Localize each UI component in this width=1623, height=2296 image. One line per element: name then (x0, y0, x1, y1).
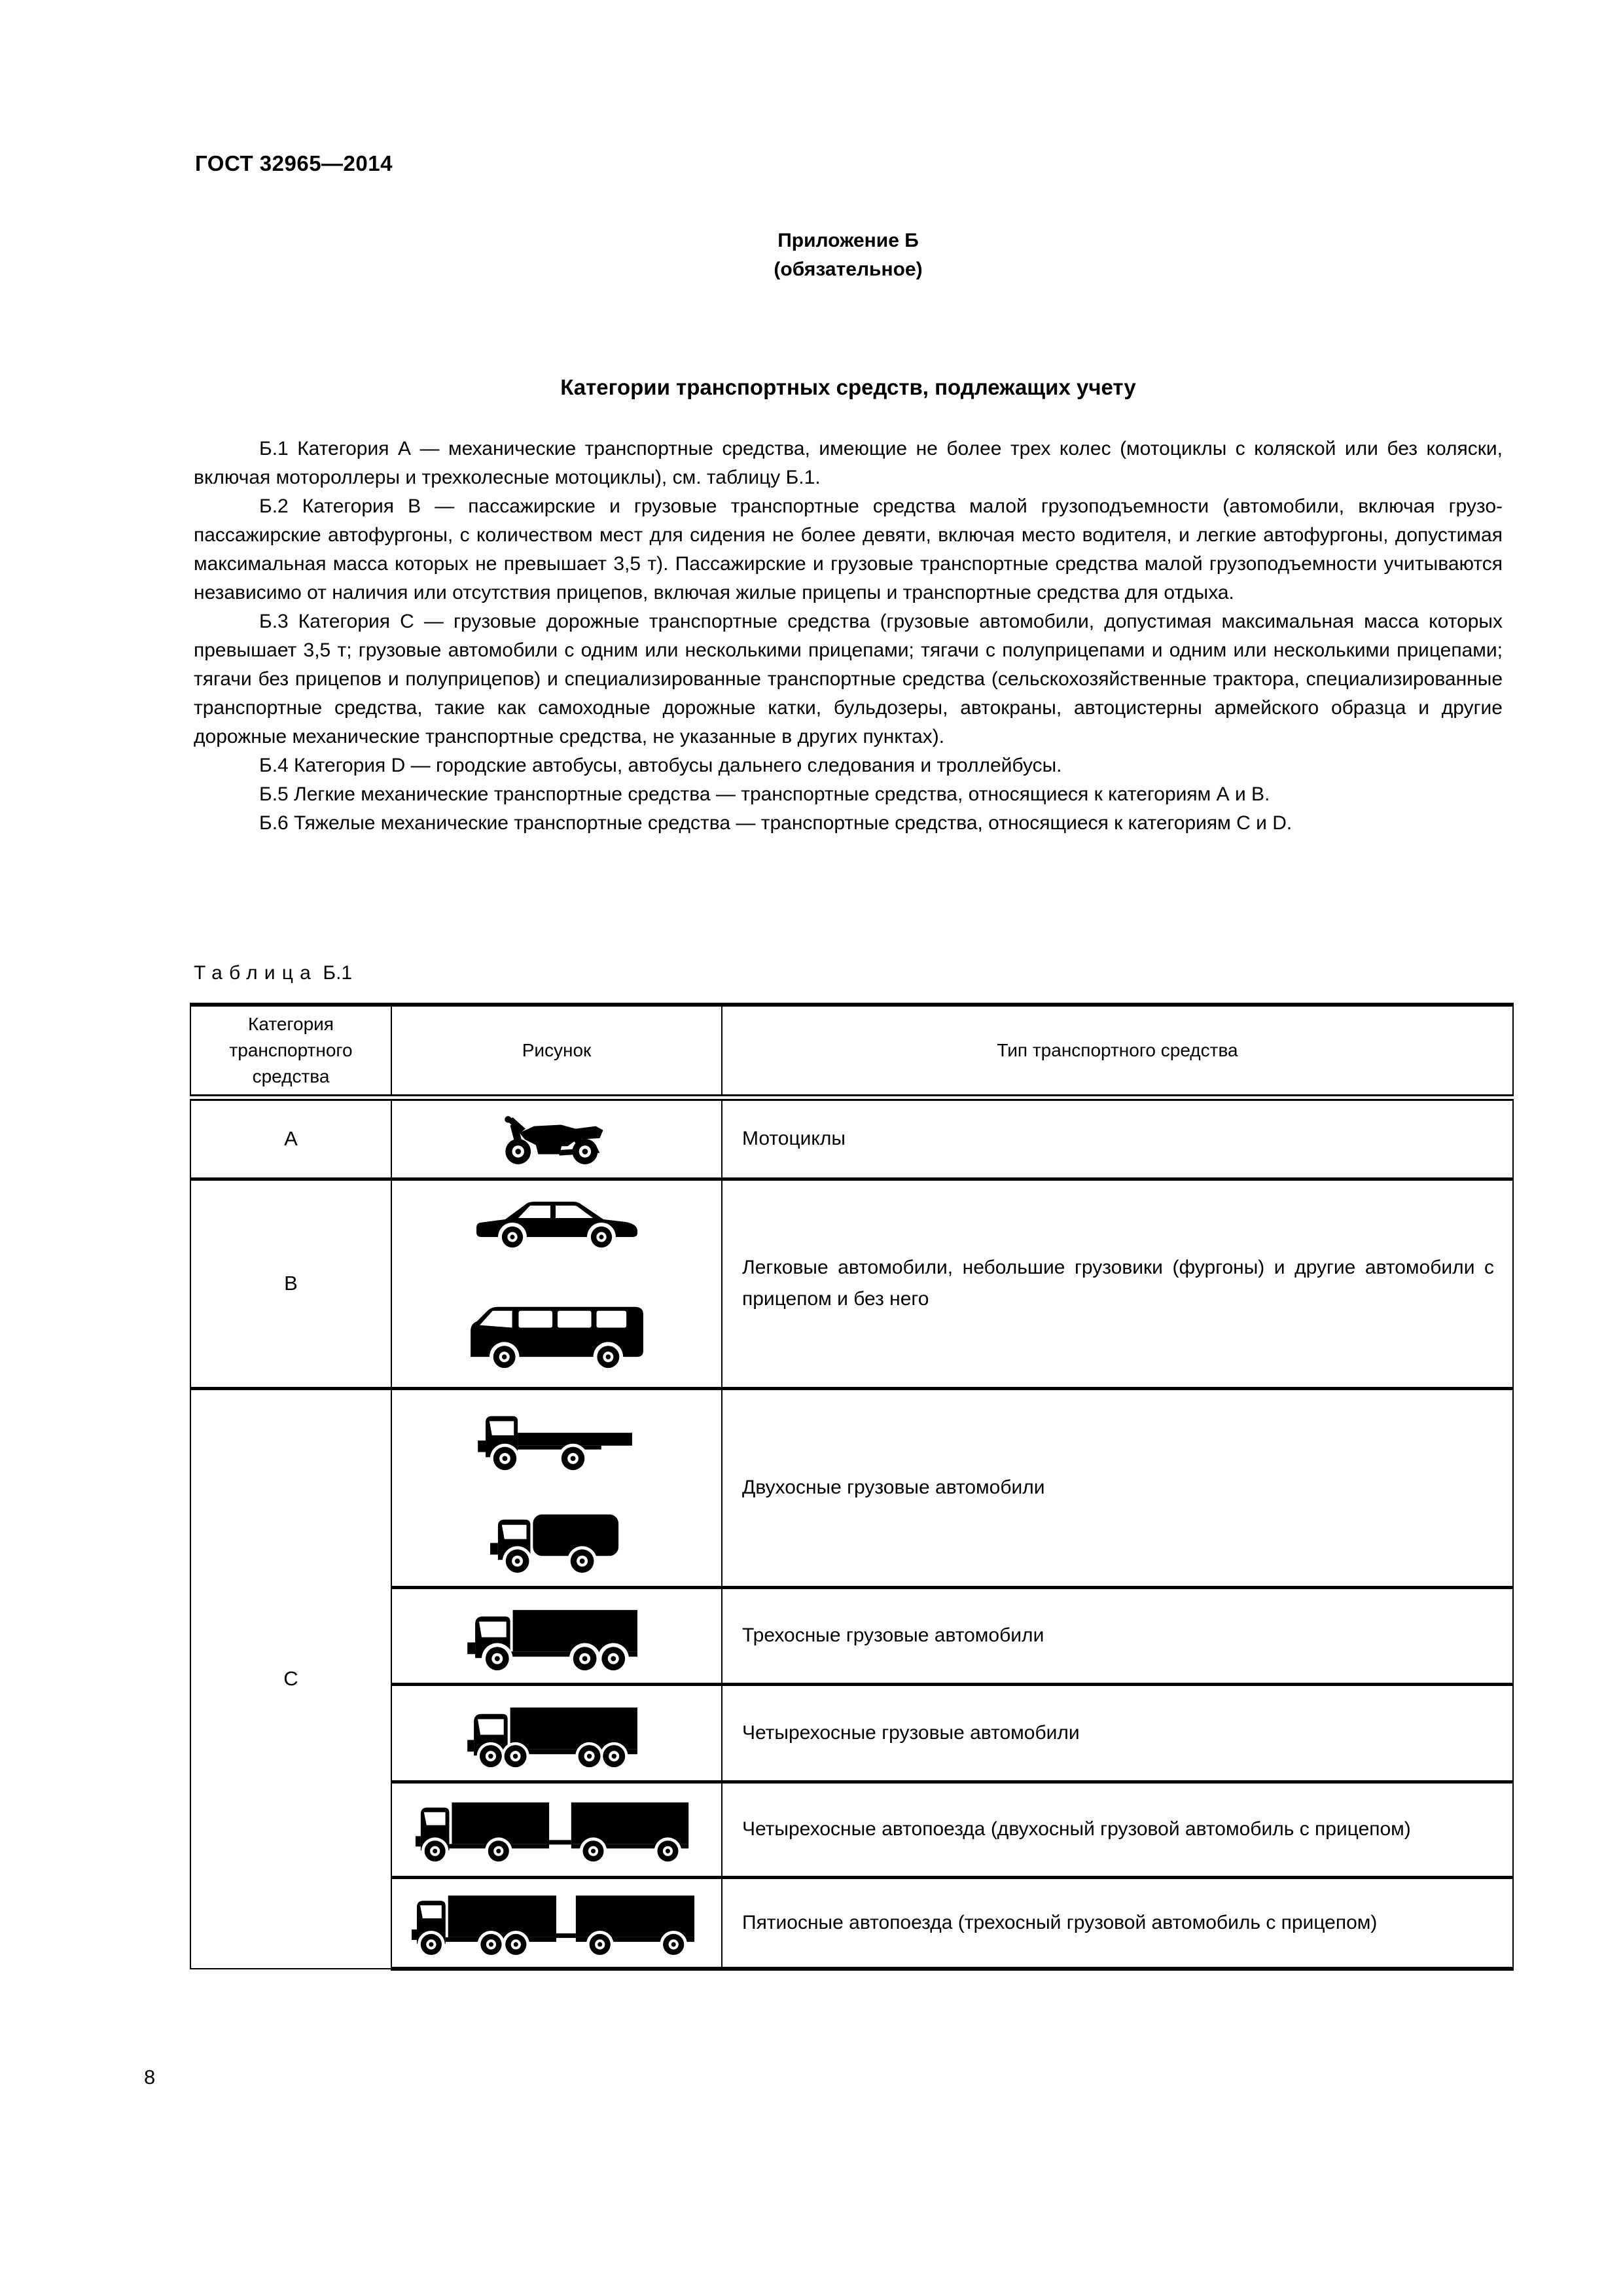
figure-cell (391, 1684, 722, 1782)
vehicle-type-text: Легковые автомобили, небольшие грузовики (фургоны) и другие автомобили с прицепом и без него (722, 1179, 1513, 1388)
table-label-number: Б.1 (323, 962, 353, 984)
five-axle-road-train-icon (412, 1886, 702, 1960)
flatbed-truck-icon (476, 1401, 638, 1473)
vehicle-type-text: Двухосные грузовые автомобили (722, 1388, 1513, 1587)
category-letter-a: А (190, 1098, 391, 1179)
category-letter-b: В (190, 1179, 391, 1388)
figure-cell (391, 1179, 722, 1388)
paragraph-b6: Б.6 Тяжелые механические транспортные средства — транспортные средства, относящиеся к категориям С и D. (259, 812, 1293, 834)
table-label (194, 962, 352, 984)
table-b1 (190, 1003, 1514, 1971)
paragraph-b1: Б.1 Категория А — механические транспортные средства, имеющие не более трех колес (мотоциклы с коляской или без коляски, включая мотороллеры и трехколесные мотоциклы), см. таблицу Б.1. (194, 438, 1503, 488)
motorcycle-icon (497, 1109, 617, 1169)
page-number: 8 (144, 2066, 156, 2089)
paragraph-b3: Б.3 Категория С — грузовые дорожные транспортные средства (грузовые автомобили, допустимая максимальная масса которых превышает 3,5 т; грузовые автомобили с одним или несколькими прицепами; тягачи с полуприцепами и одним или несколькими прицепами; тягачи без прицепов и полуприцепов) и специализированные транспортные средства (сельскохозяйственные трактора, специализированные транспортные средства, такие как самоходные дорожные катки, бульдозеры, автокраны, автоцистерны армейского образца и другие дорожные механические транспортные средства, не указанные в других пунктах). (194, 611, 1503, 747)
annex-title: Приложение Б (777, 230, 919, 251)
four-axle-truck-icon (467, 1696, 646, 1770)
body-paragraphs (194, 435, 1503, 838)
vehicle-type-text: Четырехосные грузовые автомобили (722, 1684, 1513, 1782)
table-row-category-b (190, 1179, 1513, 1388)
four-axle-road-train-icon (415, 1793, 698, 1866)
paragraph-b2: Б.2 Категория В — пассажирские и грузовые транспортные средства малой грузоподъемности (автомобили, включая грузо-пассажирские автофургоны, с количеством мест для сидения не более девяти, включая место водителя, и легкие автофургоны, допустимая максимальная масса которых не превышает 3,5 т). Пассажирские и грузовые транспортные средства малой грузоподъемности учитываются независимо от наличия или отсутствия прицепов, включая жилые прицепы и транспортные средства для отдыха. (194, 495, 1503, 603)
doc-code: ГОСТ 32965—2014 (195, 151, 393, 175)
car-icon (475, 1196, 639, 1254)
figure-cell (391, 1388, 722, 1587)
table-label-word: Таблица (194, 962, 318, 984)
paragraph-b4: Б.4 Категория D — городские автобусы, автобусы дальнего следования и троллейбусы. (259, 755, 1062, 776)
vehicle-type-text: Пятиосные автопоезда (трехосный грузовой автомобиль с прицепом) (722, 1877, 1513, 1969)
three-axle-truck-icon (467, 1598, 646, 1673)
figure-cell (391, 1782, 722, 1877)
vehicle-type-text: Мотоциклы (722, 1098, 1513, 1179)
column-header-category: Категория транспортного средства (190, 1005, 391, 1098)
vehicle-type-text: Четырехосные автопоезда (двухосный грузовой автомобиль с прицепом) (722, 1782, 1513, 1877)
figure-cell (391, 1877, 722, 1969)
column-header-type: Тип транспортного средства (722, 1005, 1513, 1098)
column-header-picture: Рисунок (391, 1005, 722, 1098)
van-icon (463, 1292, 651, 1371)
annex-subtitle: (обязательное) (774, 259, 923, 280)
table-row-category-c-2axle (190, 1388, 1513, 1587)
box-truck-icon (490, 1503, 623, 1575)
annex-heading (194, 226, 1503, 284)
figure-cell (391, 1098, 722, 1179)
figure-cell (391, 1587, 722, 1684)
vehicle-type-text: Трехосные грузовые автомобили (722, 1587, 1513, 1684)
table-header-row (190, 1005, 1513, 1098)
section-title: Категории транспортных средств, подлежащих учету (560, 375, 1136, 399)
paragraph-b5: Б.5 Легкие механические транспортные средства — транспортные средства, относящиеся к категориям А и В. (259, 783, 1270, 805)
category-letter-c: С (190, 1388, 391, 1969)
table-row-category-a (190, 1098, 1513, 1179)
